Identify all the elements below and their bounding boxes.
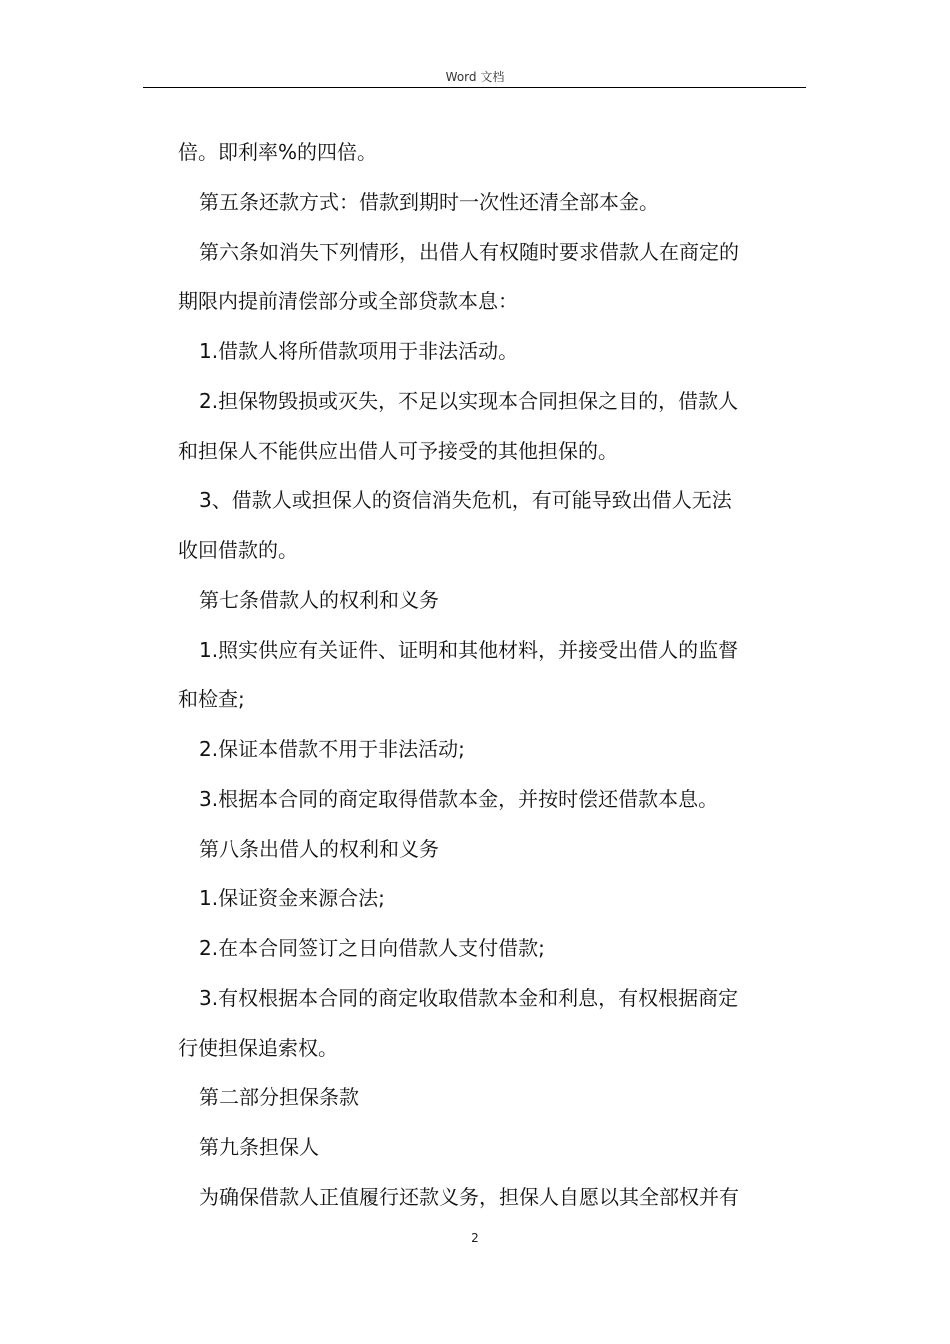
page-number: 2 [471, 1231, 479, 1245]
text-line: 行使担保追索权。 [178, 1035, 338, 1060]
text-line: 倍。即利率%的四倍。 [178, 140, 378, 164]
text-line: 2.保证本借款不用于非法活动; [199, 737, 465, 761]
text-line: 2.担保物毁损或灭失，不足以实现本合同担保之目的，借款人 [199, 388, 739, 413]
text-line: 期限内提前清偿部分或全部贷款本息： [178, 289, 518, 314]
text-line: 1.保证资金来源合法; [199, 886, 385, 911]
text-line: 3、借款人或担保人的资信消失危机，有可能导致出借人无法 [199, 488, 732, 513]
text-line: 为确保借款人正值履行还款义务，担保人自愿以其全部权并有 [199, 1184, 739, 1209]
text-line: 和担保人不能供应出借人可予接受的其他担保的。 [178, 438, 618, 463]
text-line: 1.借款人将所借款项用于非法活动。 [199, 339, 519, 363]
text-line: 3.有权根据本合同的商定收取借款本金和利息，有权根据商定 [199, 985, 739, 1010]
document-body [178, 128, 803, 1223]
text-line: 第六条如消失下列情形，出借人有权随时要求借款人在商定的 [199, 239, 739, 264]
text-line: 2.在本合同签订之日向借款人支付借款; [199, 936, 545, 960]
text-line: 第二部分担保条款 [199, 1085, 359, 1110]
header-rule [143, 87, 806, 88]
page-header-title: Word 文档 [445, 70, 505, 84]
text-line: 1.照实供应有关证件、证明和其他材料，并接受出借人的监督 [199, 637, 739, 662]
text-line: 和检查; [178, 687, 245, 712]
text-line: 收回借款的。 [178, 538, 298, 562]
text-line: 3.根据本合同的商定取得借款本金，并按时偿还借款本息。 [199, 786, 719, 811]
text-line: 第九条担保人 [199, 1135, 319, 1159]
text-line: 第五条还款方式：借款到期时一次性还清全部本金。 [199, 189, 659, 214]
text-line: 第八条出借人的权利和义务 [199, 836, 439, 861]
text-line: 第七条借款人的权利和义务 [199, 587, 439, 612]
